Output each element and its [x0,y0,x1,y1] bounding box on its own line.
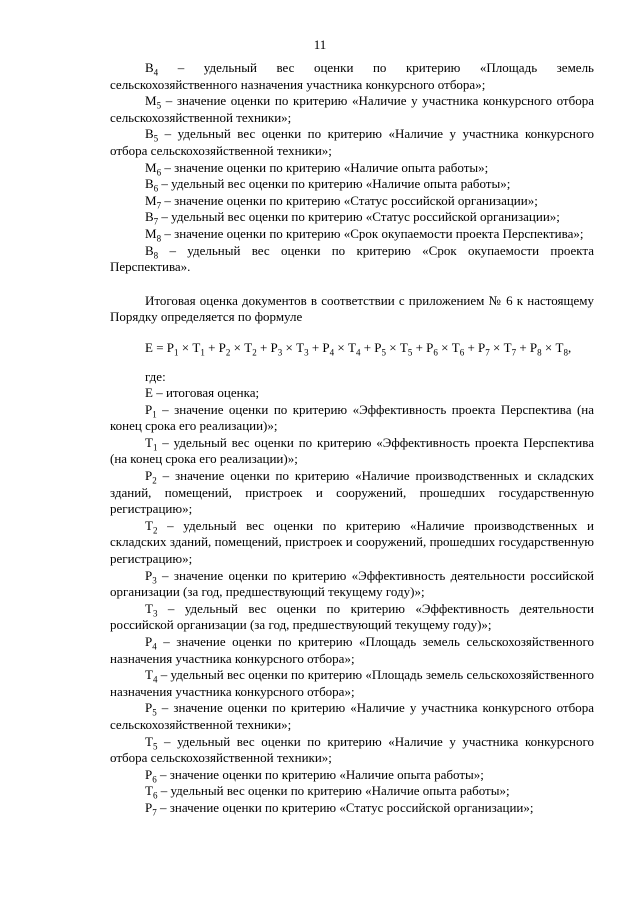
definition-text: – значение оценки по критерию «Статус российской организации»; [161,192,538,208]
definition-paragraph [110,783,594,800]
total-score-formula [110,340,594,357]
definition-paragraph [110,93,594,126]
formula-term: $Р_4 \times Т_4$ + [322,339,375,358]
variable-subscript: 8 [153,250,159,261]
formula-subscript: 4 [355,347,361,358]
formula-subscript: 4 [329,347,335,358]
formula-term: $Р_7 \times Т_7$ + [478,339,530,358]
definition-text: – значение оценки по критерию «Наличие опыта работы»; [156,766,484,782]
definition-text: – удельный вес оценки по критерию «Статус российской организации»; [158,209,560,225]
formula-subscript: 7 [485,347,490,358]
formula-subscript: 1 [174,347,179,358]
definition-text: – удельный вес оценки по критерию «Срок окупаемости проекта Перспектива». [110,242,594,275]
definition-paragraph [110,402,594,435]
variable-subscript: 4 [152,641,157,652]
where-label: где: [145,368,166,384]
variable-symbol: Т [145,600,153,616]
variable-subscript: 1 [152,442,158,453]
variable-symbol: М [145,192,157,208]
variable-subscript: 5 [156,100,162,111]
variable-subscript: 6 [152,774,157,785]
formula-subscript: 8 [563,347,568,358]
variable-symbol: Т [145,733,153,749]
definition-text: – удельный вес оценки по критерию «Эффективность проекта Перспектива (на конец срока его реализации)»; [110,434,594,467]
definition-text: – значение оценки по критерию «Эффективность проекта Перспектива (на конец срока его реализации)»; [110,401,594,434]
formula-end: , [567,339,572,355]
page-content [110,60,594,817]
definition-text: – значение оценки по критерию «Срок окупаемости проекта Перспектива»; [161,225,584,241]
definition-text: – удельный вес оценки по критерию «Площадь земель сельскохозяйственного назначения участника конкурсного отбора»; [110,667,594,699]
variable-subscript: 5 [152,741,158,752]
definition-text: – значение оценки по критерию «Эффективность деятельности российской организации (за год, предшествующий текущему году)»; [110,567,594,600]
definition-text: – значение оценки по критерию «Наличие у участника конкурсного отбора сельскохозяйственной техники»; [110,700,594,732]
definition-paragraph [110,385,594,402]
variable-symbol: Т [145,517,153,533]
variable-symbol: Р [145,766,153,782]
variable-subscript: 1 [152,409,157,420]
formula-term: $Р_2 \times Т_2$ + [218,339,271,358]
definition-paragraph [110,160,594,177]
formula-subscript: 3 [277,347,283,358]
definition-paragraph [110,667,594,700]
variable-symbol: Р [145,700,153,716]
variable-subscript: 6 [152,790,158,801]
variable-symbol: М [145,159,157,175]
definition-paragraph [110,243,594,276]
definition-paragraph [110,767,594,784]
definition-paragraph [110,800,594,817]
variable-symbol: Р [145,468,153,484]
variable-symbol: В [145,126,154,142]
variable-symbol: В [145,60,154,75]
definition-text: – удельный вес оценки по критерию «Наличие опыта работы»; [157,783,510,799]
formula-subscript: 7 [511,347,517,358]
variable-symbol: Р [145,567,153,583]
page-number: 11 [313,37,327,52]
formula-subscript: 1 [200,347,205,358]
formula-subscript: 2 [252,347,257,358]
formula-subscript: 5 [381,347,387,358]
formula-term: $Р_5 \times Т_5$ + [374,339,427,358]
definition-text: – удельный вес оценки по критерию «Наличие производственных и складских зданий, помещений, пристроек и сооружений, прошедших государственную регистрацию»; [110,517,594,567]
variable-subscript: 6 [153,183,159,194]
definition-text: – итоговая оценка; [152,385,260,401]
variable-symbol: Р [145,799,153,815]
variable-symbol: В [145,242,154,258]
definition-paragraph [110,568,594,601]
variable-subscript: 3 [152,608,158,619]
variable-subscript: 6 [156,167,162,178]
definition-paragraph [110,468,594,518]
formula-subscript: 2 [225,347,231,358]
formula-term: $Р_1 \times Т_1$ + [166,339,219,358]
variable-symbol: Е [145,385,153,401]
definition-text: – значение оценки по критерию «Наличие у участника конкурсного отбора сельскохозяйственной техники»; [110,93,594,125]
formula-subscript: 3 [304,347,309,358]
definition-paragraph [110,226,594,243]
variable-subscript: 4 [153,67,159,78]
variable-symbol: В [145,176,154,192]
variable-subscript: 7 [152,807,157,818]
variable-subscript: 4 [152,674,158,685]
definition-paragraph [110,176,594,193]
definition-text: – значение оценки по критерию «Площадь земель сельскохозяйственного назначения участника конкурсного отбора»; [110,634,594,666]
definition-text: – значение оценки по критерию «Наличие производственных и складских зданий, помещений, пристроек и сооружений, прошедших государственную регистрацию»; [110,468,594,517]
definition-text: – удельный вес оценки по критерию «Наличие у участника конкурсного отбора сельскохозяйственной техники»; [110,126,594,158]
variable-symbol: М [145,225,157,241]
formula-subscript: 8 [537,347,542,358]
definition-paragraph [110,518,594,568]
variable-symbol: Т [145,783,153,799]
definition-text: – удельный вес оценки по критерию «Наличие опыта работы»; [158,176,511,192]
definition-paragraph [110,193,594,210]
definition-paragraph [110,734,594,767]
variable-subscript: 8 [156,233,162,244]
definitions-block-1 [110,60,594,276]
formula-lhs: Е = [145,339,167,355]
variable-symbol: В [145,209,154,225]
definitions-block-2 [110,385,594,816]
definition-text: – удельный вес оценки по критерию «Эффективность деятельности российской организации (за год, предшествующий текущему году)»; [110,600,594,633]
definition-text: – удельный вес оценки по критерию «Наличие у участника конкурсного отбора сельскохозяйственной техники»; [110,733,594,766]
variable-symbol: М [145,93,157,109]
definition-paragraph [110,601,594,634]
variable-symbol: Т [145,667,153,683]
variable-subscript: 5 [153,133,159,144]
variable-subscript: 5 [152,707,157,718]
variable-symbol: Р [145,634,153,649]
definition-text: – удельный вес оценки по критерию «Площадь земель сельскохозяйственного назначения участника конкурсного отбора»; [110,60,594,92]
definition-text: – значение оценки по критерию «Статус российской организации»; [156,799,534,815]
formula-term: $Р_8 \times Т_8$ [529,339,568,358]
variable-subscript: 7 [153,216,159,227]
variable-symbol: Т [145,434,153,450]
formula-term: $Р_6 \times Т_6$ + [426,339,479,358]
variable-subscript: 2 [152,475,157,486]
definition-text: – значение оценки по критерию «Наличие опыта работы»; [161,159,489,175]
definition-paragraph [110,209,594,226]
definition-paragraph [110,60,594,93]
formula-term: $Р_3 \times Т_3$ + [270,339,323,358]
formula-subscript: 5 [407,347,413,358]
definition-paragraph [110,634,594,667]
definition-paragraph [110,126,594,159]
formula-subscript: 6 [433,347,438,358]
formula-intro: Итоговая оценка документов в соответствии с приложением № 6 к настоящему Порядку определяется по формуле [110,292,594,325]
variable-subscript: 2 [152,525,158,536]
variable-subscript: 3 [152,575,157,586]
variable-subscript: 7 [156,200,162,211]
definition-paragraph [110,435,594,468]
definition-paragraph [110,700,594,733]
variable-symbol: Р [145,401,153,417]
formula-subscript: 6 [459,347,465,358]
